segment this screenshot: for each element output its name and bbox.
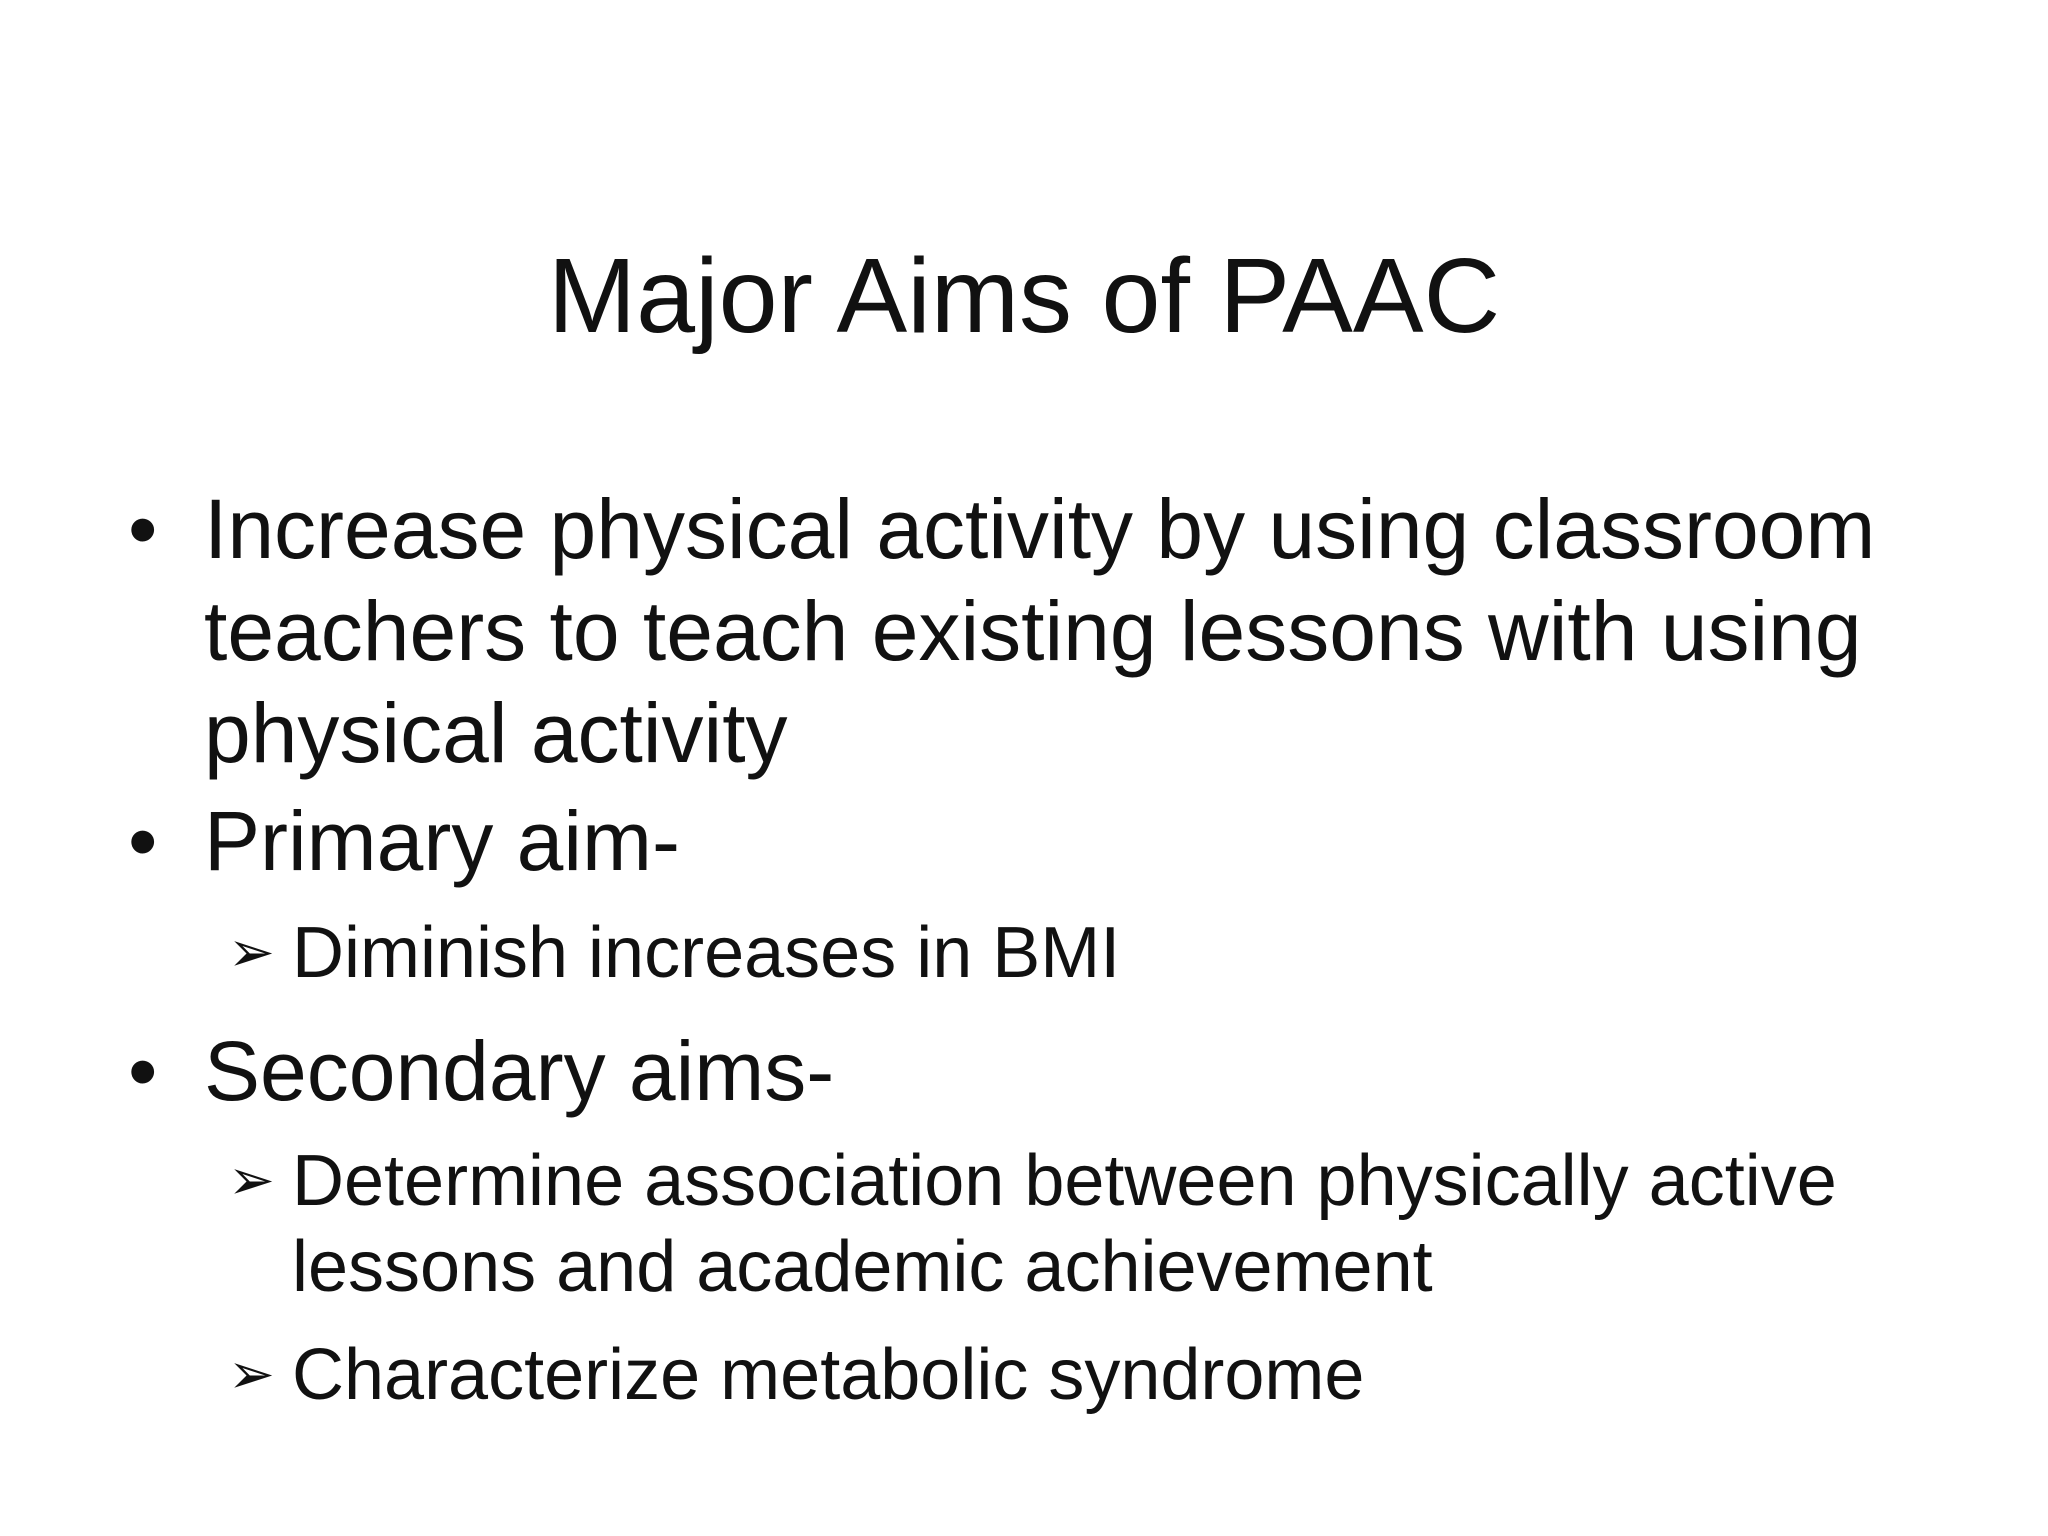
sub-bullet-text [292,1138,1932,1310]
bullet-text: Primary aim- [204,794,680,888]
arrow-bullet-icon: ➢ [228,1148,275,1213]
bullet-text: Secondary aims- [204,1024,835,1118]
bullet-line: Increase physical activity by using classroom [204,482,1876,576]
bullet-line: physical activity [204,686,788,780]
arrow-bullet-icon: ➢ [228,920,275,985]
bullet-dot-icon: • [128,482,158,576]
arrow-bullet-icon: ➢ [228,1342,275,1407]
bullet-line: teachers to teach existing lessons with using [204,584,1862,678]
sub-bullet-text: Characterize metabolic syndrome [292,1335,1365,1415]
bullet-dot-icon: • [128,794,158,888]
sub-bullet-text: Diminish increases in BMI [292,913,1121,993]
slide-title: Major Aims of PAAC [547,237,1501,355]
sub-bullet-line: lessons and academic achievement [292,1227,1433,1307]
bullet-text [204,478,1904,784]
bullet-dot-icon: • [128,1024,158,1118]
sub-bullet-line: Determine association between physically active [292,1141,1837,1221]
